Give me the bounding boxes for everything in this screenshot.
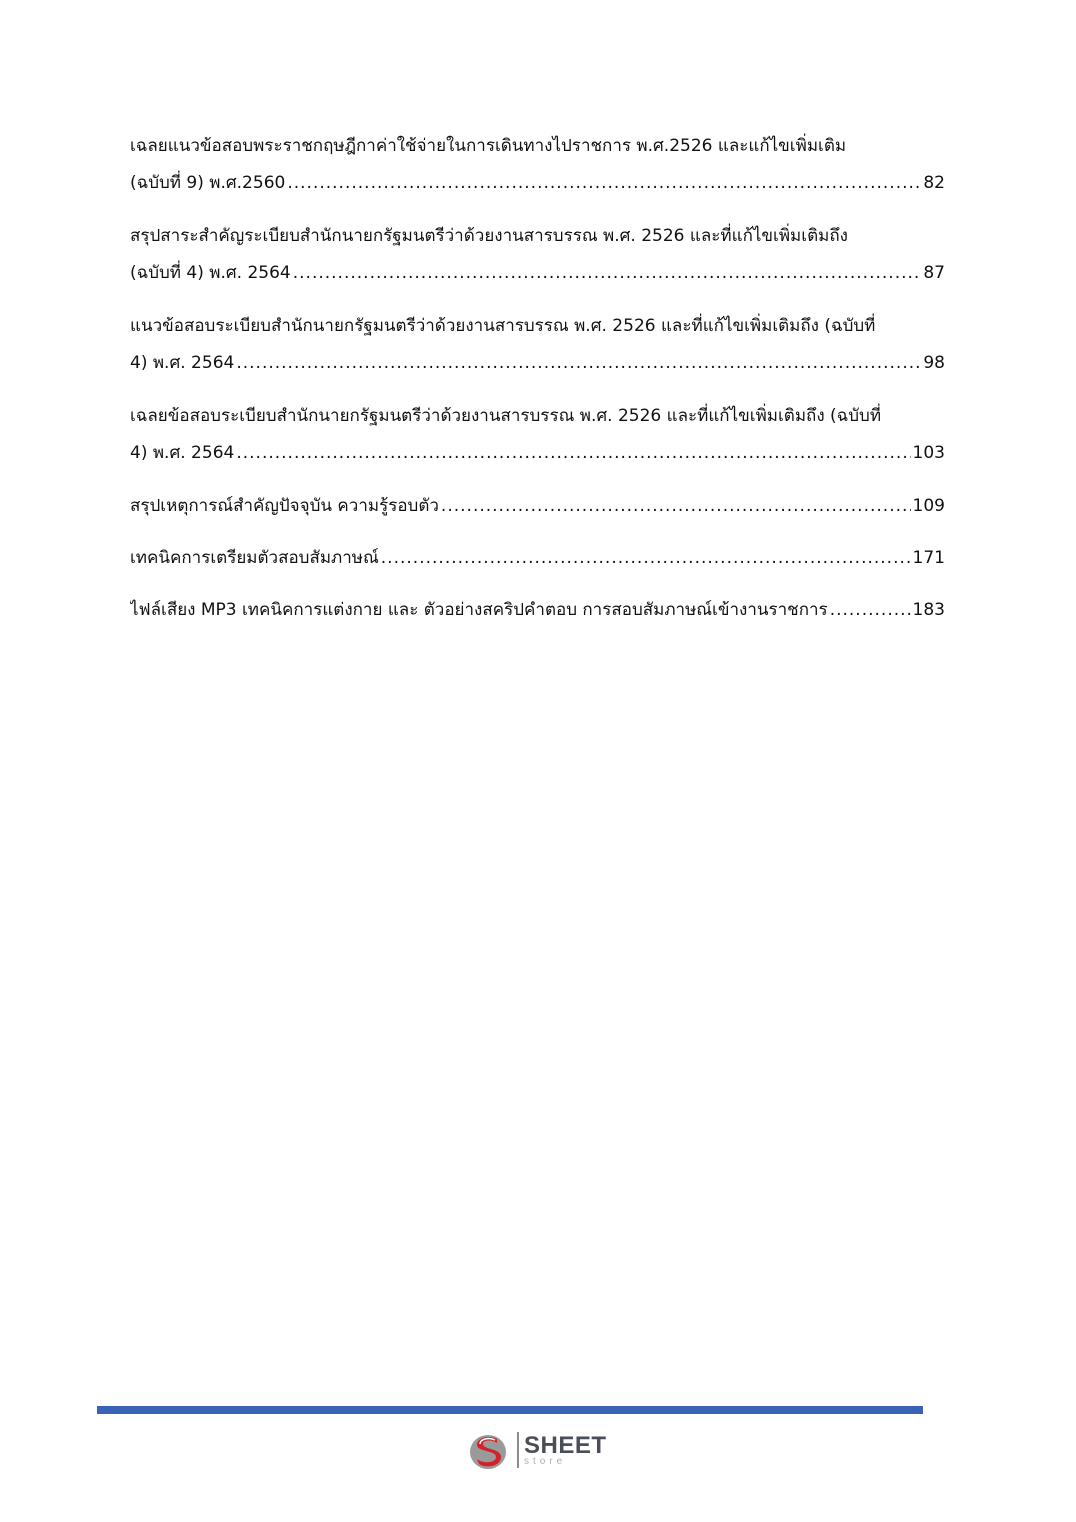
- toc-entry-title-cont: (ฉบับที่ 4) พ.ศ. 2564: [130, 263, 291, 283]
- toc-entry-title: สรุปเหตุการณ์สำคัญปัจจุบัน ความรู้รอบตัว: [130, 496, 439, 516]
- toc-entry-title-line: [130, 308, 945, 345]
- toc-entry-leader-line: [130, 345, 945, 382]
- toc-entry[interactable]: [130, 488, 945, 525]
- sheet-store-logo-icon: [466, 1428, 510, 1472]
- toc-entry[interactable]: [130, 540, 945, 577]
- toc-entry-title: เฉลยแนวข้อสอบพระราชกฤษฎีกาค่าใช้จ่ายในการเดินทางไปราชการ พ.ศ.2526 และแก้ไขเพิ่มเติม: [130, 136, 847, 156]
- toc-entry[interactable]: [130, 308, 945, 382]
- logo-wordmark: [524, 1431, 607, 1467]
- toc-page-number: 98: [923, 353, 945, 373]
- toc-entry-title-cont: (ฉบับที่ 9) พ.ศ.2560: [130, 173, 286, 193]
- toc-entry-leader-line: [130, 540, 945, 577]
- toc-entry-leader-line: [130, 435, 945, 472]
- toc-entry-leader-line: [130, 488, 945, 525]
- toc-page-number: 87: [923, 263, 945, 283]
- toc-page-number: 82: [923, 173, 945, 193]
- toc-entry-leader-line: [130, 165, 945, 202]
- toc-entry-title: ไฟล์เสียง MP3 เทคนิคการแต่งกาย และ ตัวอย่างสคริปคำตอบ การสอบสัมภาษณ์เข้างานราชการ: [130, 600, 828, 620]
- toc-entry-title-cont: 4) พ.ศ. 2564: [130, 443, 235, 463]
- toc-entry-title-line: [130, 128, 945, 165]
- dot-leader: [236, 435, 910, 472]
- toc-entry[interactable]: [130, 218, 945, 292]
- dot-leader: [287, 165, 921, 202]
- toc-entry-leader-line: [130, 592, 945, 629]
- footer-divider: [97, 1406, 923, 1414]
- toc-entry-title-line: [130, 218, 945, 255]
- table-of-contents: [130, 128, 945, 644]
- toc-page-number: 103: [912, 443, 945, 463]
- toc-page-number: 183: [912, 600, 945, 620]
- dot-leader: [293, 255, 922, 292]
- toc-page-number: 109: [912, 496, 945, 516]
- toc-entry-leader-line: [130, 255, 945, 292]
- logo-word: SHEET: [524, 1431, 607, 1459]
- sheet-store-logo: [466, 1428, 607, 1472]
- dot-leader: [236, 345, 921, 382]
- toc-entry[interactable]: [130, 128, 945, 202]
- toc-entry[interactable]: [130, 592, 945, 629]
- toc-entry-title: แนวข้อสอบระเบียบสำนักนายกรัฐมนตรีว่าด้วยงานสารบรรณ พ.ศ. 2526 และที่แก้ไขเพิ่มเติมถึง (ฉบับที่: [130, 316, 876, 336]
- toc-entry-title: เฉลยข้อสอบระเบียบสำนักนายกรัฐมนตรีว่าด้วยงานสารบรรณ พ.ศ. 2526 และที่แก้ไขเพิ่มเติมถึง (ฉบับที่: [130, 406, 882, 426]
- dot-leader: [441, 488, 911, 525]
- logo-subword: store: [524, 1455, 567, 1467]
- logo-separator: [517, 1432, 519, 1468]
- toc-page-number: 171: [912, 548, 945, 568]
- toc-entry-title-line: [130, 398, 945, 435]
- toc-entry[interactable]: [130, 398, 945, 472]
- dot-leader: [830, 592, 911, 629]
- dot-leader: [381, 540, 911, 577]
- toc-entry-title-cont: 4) พ.ศ. 2564: [130, 353, 235, 373]
- toc-entry-title: สรุปสาระสำคัญระเบียบสำนักนายกรัฐมนตรีว่าด้วยงานสารบรรณ พ.ศ. 2526 และที่แก้ไขเพิ่มเติมถึง: [130, 226, 848, 246]
- toc-entry-title: เทคนิคการเตรียมตัวสอบสัมภาษณ์: [130, 548, 379, 568]
